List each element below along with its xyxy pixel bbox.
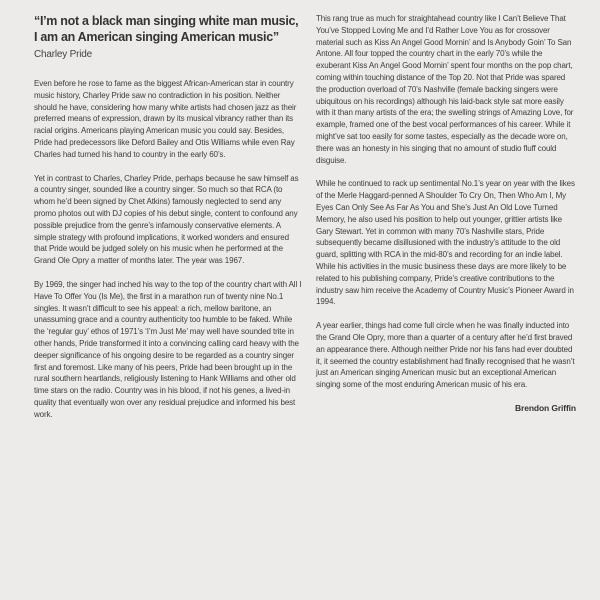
author-signature: Brendon Griffin — [515, 402, 576, 413]
headline-quote: “I’m not a black man singing white man music, I am an American singing American music” — [34, 14, 299, 44]
body-paragraph: This rang true as much for straightahead country like I Can’t Believe That You’ve Stopped Loving Me and I’d Rather Love You as for crossover material such as Kiss An Angel Good Mornin’ and Is Anybody Goin’ To San Antone. All four topped the country chart in the early 70’s while the exuberant Kiss An Angel Good Mornin’ spent four months on the pop chart, coming within touching distance of the Top 20. Not that Pride was spared the production overload of 70’s Nashville (female backing singers were ubiquitous on his recordings) although his laid-back style sat more easily with it than many artists of the era; the swelling strings of Amazing Love, for example, framed one of the best vocal performances of his career. While it might’ve sat too easily for some tastes, especially as the decade wore on, there was an honesty in his singing that no amount of studio fluff could disguise. — [316, 14, 574, 165]
body-paragraph: Yet in contrast to Charles, Charley Pride, perhaps because he saw himself as a country singer, sounded like a country singer. So much so that RCA (to whom he’d been signed by Chet Atkins) famously neglected to send any promo photos out with DJ copies of his debut single, content to confound any possible prejudice from the genre’s infamously conservative elements. A simple strategy with profound implications, it worked wonders and ensured that Pride would be judged solely on his music when he performed at the Grand Ole Opry a matter of months later. The year was 1967. — [34, 173, 299, 266]
left-column — [34, 13, 302, 433]
body-paragraph: While he continued to rack up sentimental No.1’s year on year with the likes of the Merle Haggard-penned A Shoulder To Cry On, Then Who Am I, My Eyes Can Only See As Far As You and She’s Just An Old Love Turned Memory, he also used his position to help out younger, grittier artists like Gary Stewart. Yet in common with many 70’s Nashville stars, Pride subsequently became disillusioned with the industry’s attitude to the old guard, splitting with RCA in the mid-80’s and recording for an indie label. While his activities in the music business these days are more likely to be related to his publishing company, Pride’s creative contributions to the industry saw him receive the Academy of Country Music’s Pioneer Award in 1994. — [316, 179, 575, 307]
headline — [34, 13, 302, 63]
body-paragraph: By 1969, the singer had inched his way to the top of the country chart with All I Have To Offer You (Is Me), the first in a marathon run of twenty nine No.1 singles. It wasn’t difficult to see his appeal: a rich, mellow baritone, an unassuming grace and a country authenticity too humble to be faked. While the ‘regular guy’ ethos of 1971’s ‘I’m Just Me’ may well have sounded trite in other hands, Pride transformed it into a convincing calling card heavy with the deeper significance of his ongoing desire to be regarded as a country singer first and foremost. Like many of his peers, Pride had been brought up in the rural southern heartlands, religiously listening to Hank Williams and other old time stars on the radio. Country was in his blood, if not his genes, a lived-in quality that eventually won over any residual prejudice and informed his best work. — [34, 279, 302, 419]
headline-attribution: Charley Pride — [34, 49, 92, 60]
body-paragraph: Even before he rose to fame as the biggest African-American star in country music history, Charley Pride saw no contradiction in his position. Neither should he have, considering how many white artists had chosen jazz as their preferred means of expression, drawn by its musical vibrancy rather than its racial origins. Americans playing American music you could say. Besides, Pride had predecessors like Deford Bailey and Otis Williams while even Ray Charles had turned his hand to country in the early 60’s. — [34, 79, 297, 159]
right-column — [316, 13, 576, 415]
body-paragraph: A year earlier, things had come full circle when he was finally inducted into the Grand Ole Opry, more than a quarter of a century after he’d first braved an appearance there. Although neither Pride nor his fans had ever doubted it, it seemed the country establishment had finally recognised that he wasn’t just an American singing American music but an exceptional American singing some of the most enduring American music of his era. — [316, 321, 575, 390]
